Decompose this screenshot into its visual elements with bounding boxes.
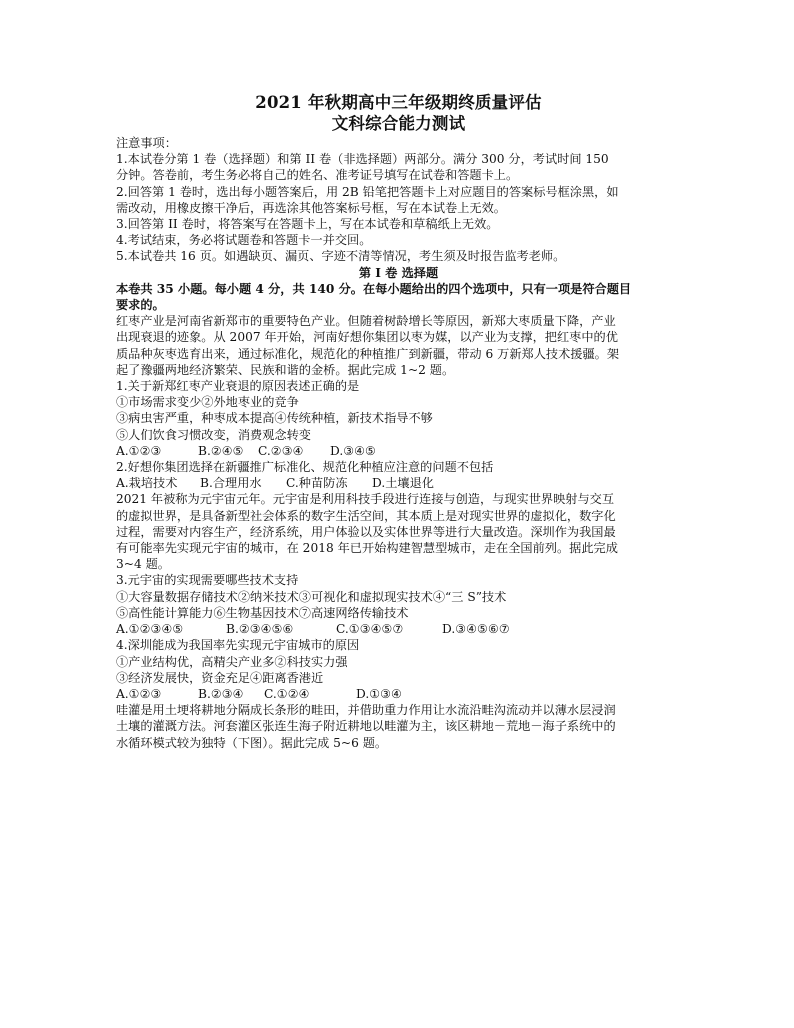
question-item: ⑤高性能计算能力⑥生物基因技术⑦高速网络传输技术 [116,605,409,620]
option-c: C.种苗防冻 [286,476,348,491]
passage-line: 哇灌是用土埂将耕地分隔成长条形的畦田，并借助重力作用让水流沿畦沟流动并以薄水层浸润 [116,703,616,718]
passage-line: 出现衰退的迹象。从 2007 年开始，河南好想你集团以枣为媒，以产业为支撑，把红枣中的优 [116,330,618,345]
notes-item: 需改动，用橡皮擦干净后，再选涂其他答案标号框，写在本试卷上无效。 [116,200,506,215]
question-4 [116,637,681,702]
notes-item: 5.本试卷共 16 页。如遇缺页、漏页、字迹不清等情况，考生须及时报告监考老师。 [116,249,566,264]
question-item: ①大容量数据存储技术②纳米技术③可视化和虚拟现实技术④“三 S”技术 [116,589,507,604]
option-d: D.③④⑤⑥⑦ [442,622,510,637]
question-options [116,443,681,459]
question-stem: 3.元宇宙的实现需要哪些技术支持 [116,573,299,588]
question-item: ③病虫害严重，种枣成本提高④传统种植，新技术指导不够 [116,411,433,426]
passage-line: 2021 年被称为元宇宙元年。元宇宙是利用科技手段进行连接与创造，与现实世界映射与交互 [116,492,615,507]
question-item: ①市场需求变少②外地枣业的竞争 [116,395,299,410]
question-item: ③经济发展快，资金充足④距离香港近 [116,670,324,685]
option-d: D.①③④ [356,686,402,701]
question-stem: 2.好想你集团选择在新疆推广标准化、规范化种植应注意的问题不包括 [116,460,494,475]
notes-item: 分钟。答卷前，考生务必将自己的姓名、准考证号填写在试卷和答题卡上。 [116,168,519,183]
option-a: A.①②③ [116,443,162,458]
question-stem: 1.关于新郑红枣产业衰退的原因表述正确的是 [116,379,360,394]
notes-item: 1.本试卷分第 1 卷（选择题）和第 II 卷（非选择题）两部分。满分 300 分，考试时间 150 [116,152,609,167]
exam-title-line1: 2021 年秋期高中三年级期终质量评估 [255,93,542,112]
passage-line: 有可能率先实现元宇宙的城市，在 2018 年已开始构建智慧型城市，走在全国前列。据此完成 [116,541,618,556]
question-2 [116,459,681,491]
question-stem: 4.深圳能成为我国率先实现元宇宙城市的原因 [116,638,360,653]
passage-line: 的虚拟世界，是具备新型社会体系的数字生活空间，其本质上是对现实世界的虚拟化，数字化 [116,508,616,523]
notes-item: 3.回答第 II 卷时，将答案写在答题卡上，写在本试卷和草稿纸上无效。 [116,217,499,232]
passage-metaverse [116,491,681,572]
notes-heading: 注意事项： [116,136,177,150]
option-c: C.①③④⑤⑦ [336,622,404,637]
question-options [116,621,681,637]
option-c: C.②③④ [258,443,304,458]
question-options [116,686,681,702]
exam-page [116,92,681,751]
passage-line: 土壤的灌溉方法。河套灌区张连生海子附近耕地以畦灌为主，该区耕地－荒地－海子系统中的 [116,719,616,734]
section-instructions: 本卷共 35 小题。每小题 4 分，共 140 分。在每小题给出的四个选项中，只有一项是符合题目 [116,281,632,296]
option-a: A.栽培技术 [116,476,178,491]
passage-line: 质品种灰枣选育出来，通过标准化，规范化的种植推广到新疆，带动 6 万新郑人技术援疆。架 [116,346,620,361]
option-d: D.土壤退化 [372,476,434,491]
option-b: B.②③④ [198,686,244,701]
notes-item: 2.回答第 1 卷时，选出每小题答案后，用 2B 铅笔把答题卡上对应题目的答案标号框涂黑，如 [116,184,619,199]
section-instructions: 要求的。 [116,298,165,313]
passage-line: 红枣产业是河南省新郑市的重要特色产业。但随着树龄增长等原因，新郑大枣质量下降，产业 [116,314,616,329]
option-b: B.②④⑤ [198,443,244,458]
question-options [116,475,681,491]
passage-jujube [116,313,681,378]
notes-item: 4.考试结束，务必将试题卷和答题卡一并交回。 [116,233,372,248]
option-c: C.①②④ [264,686,310,701]
exam-title-line2: 文科综合能力测试 [331,114,466,133]
passage-line: 过程，需要对内容生产，经济系统，用户体验以及实体世界等进行大量改造。深圳作为我国最 [116,524,616,539]
passage-irrigation [116,702,681,751]
option-b: B.合理用水 [200,476,262,491]
passage-line: 水循环模式较为独特（下图）。据此完成 5~6 题。 [116,735,388,750]
question-3 [116,572,681,637]
question-item: ⑤人们饮食习惯改变，消费观念转变 [116,427,311,442]
option-a: A.①②③④⑤ [116,622,184,637]
option-b: B.②③④⑤⑥ [226,622,294,637]
notes-section [116,135,681,265]
question-1 [116,378,681,459]
question-item: ①产业结构优，高精尖产业多②科技实力强 [116,654,348,669]
passage-line: 起了豫疆两地经济繁荣、民族和谐的金桥。据此完成 1~2 题。 [116,362,455,377]
section-title: 第 I 卷 选择题 [358,265,439,280]
option-d: D.③④⑤ [330,443,376,458]
option-a: A.①②③ [116,686,162,701]
passage-line: 3~4 题。 [116,557,170,572]
